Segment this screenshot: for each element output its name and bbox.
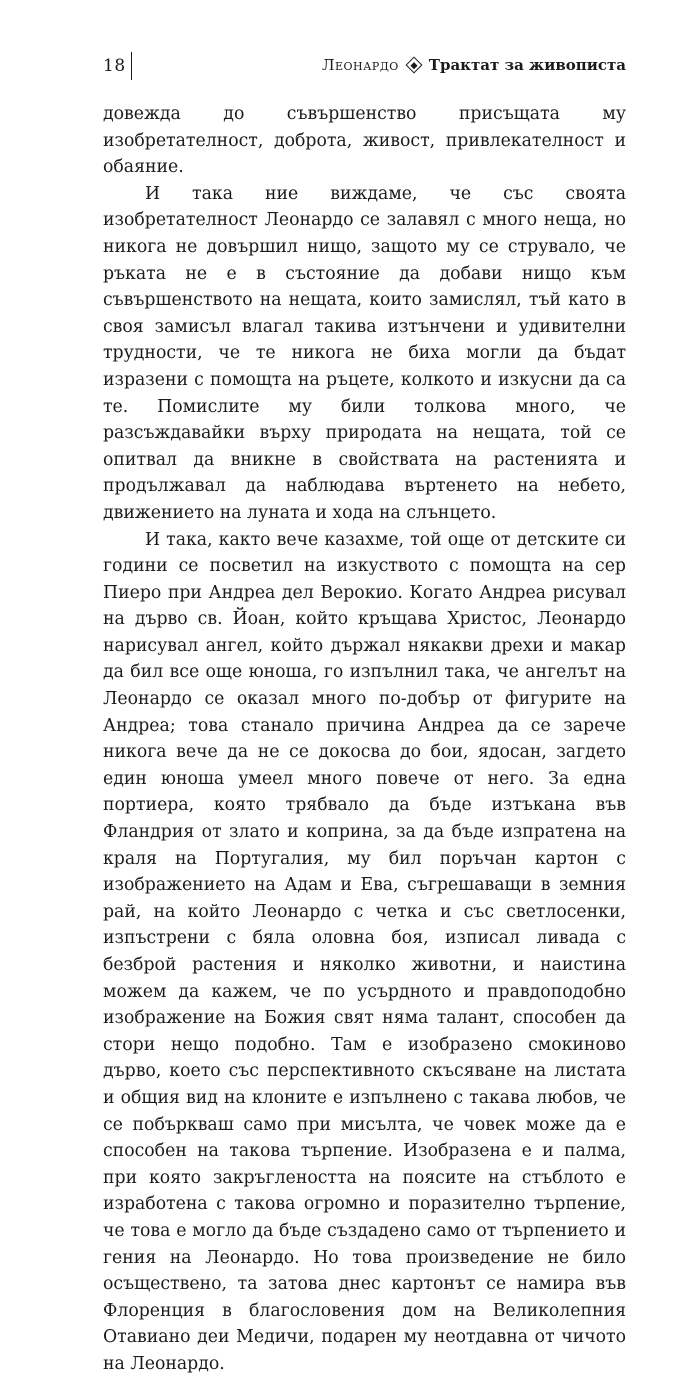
page-number: 18 [103,56,126,76]
running-head [322,56,626,74]
paragraph-continued: довежда до съвършенство присъщата му изобретателност, доброта, живост, привлекателност и обаяние. [103,104,626,178]
body-text [103,101,626,1378]
running-head-author: Леонардо [321,56,399,74]
paragraph: И така ние виждаме, че със своята изобретателност Леонардо се залавял с много неща, но никога не довършил нищо, защото му се струвало, че ръката не е в състояние да добави нищо към съвършенството на нещата, които замислял, тъй като в своя замисъл влагал такива изтънчени и удивителни трудности, че те никога не биха могли да бъдат изразени с помощта на ръцете, колкото и изкусни да са те. Помислите му били толкова много, че разсъждавайки върху природата на нещата, той се опитвал да вникне в свойствата на растенията и продължавал да наблюдава въртенето на небето, движението на луната и хода на слънцето. [103,183,626,523]
paragraph: И така, както вече казахме, той още от детските си години се посветил на изкуството с помощта на сер Пиеро при Андреа дел Верокио. Когато Андреа рисувал на дърво св. Йоан, който кръщава Христос, Леонардо нарисувал ангел, който държал някакви дрехи и макар да бил все още юноша, го изпълнил така, че ангелът на Леонардо се оказал много по-добър от фигурите на Андреа; това станало причина Андреа да се зарече никога вече да не се докосва до бои, ядосан, загдето един юноша умеел много повече от него. За една портиера, която трябвало да бъде изтъкана във Фландрия от злато и коприна, за да бъде изпратена на краля на Португалия, му бил поръчан картон с изображението на Адам и Ева, съгрешаващи в земния рай, на който Леонардо с четка и със светлосенки, изпъстрени с бяла оловна боя, изписал ливада с безброй растения и няколко животни, и наистина можем да кажем, че по усърдното и правдоподобно изображение на Божия свят няма талант, способен да стори нещо подобно. Там е изобразено смокиново дърво, което със перспективното скъсяване на листата и общия вид на клоните е изпълнено с такава любов, че се побъркваш само при мисълта, че човек може да е способен на такова търпение. Изобразена е и палма, при която закръглеността на поясите на стъблото е изработена с такова огромно и поразително търпение, че това е могло да бъде създадено само от търпението и гения на Леонардо. Но това произведение не било осъществено, та затова днес картонът се намира във Флоренция в благословения дом на Великолепния Отавиано деи Медичи, подарен му неотдавна от чичото на Леонардо. [103,529,626,1374]
page-number-divider [131,52,132,80]
diamond-ornament-icon [405,57,422,74]
running-header [103,52,626,82]
running-head-title: Трактат за живописта [428,56,626,74]
